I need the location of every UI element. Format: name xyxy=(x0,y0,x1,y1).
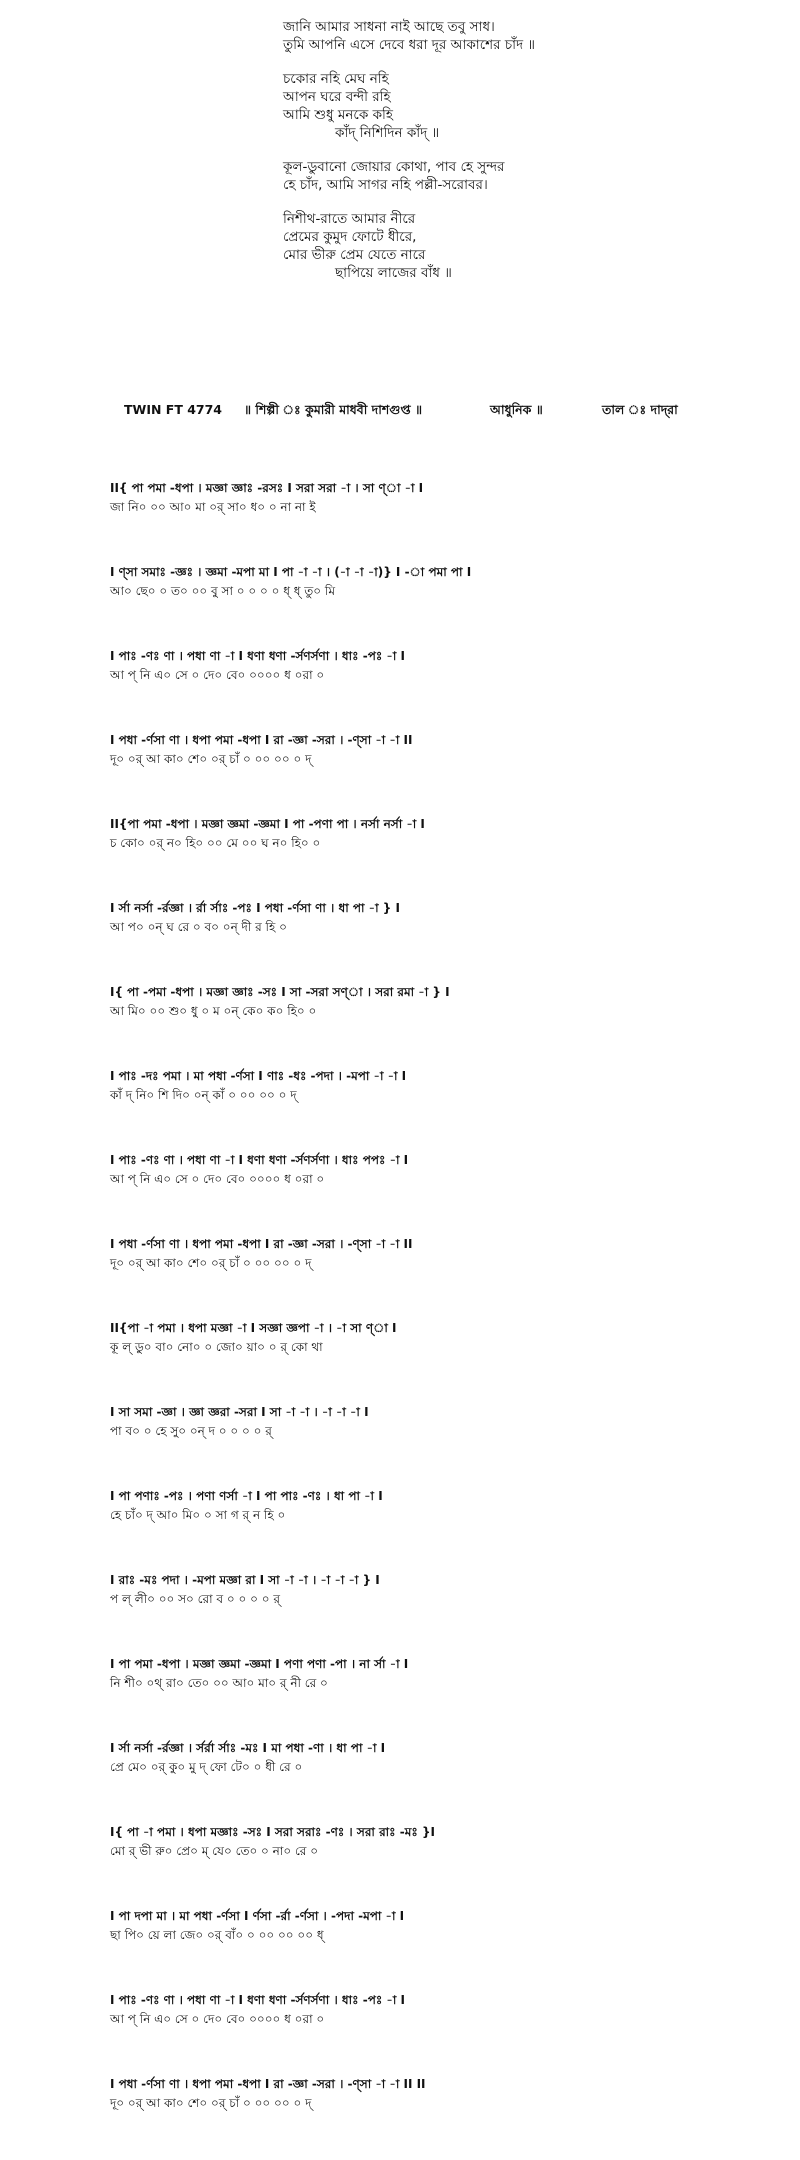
notation-row xyxy=(110,984,700,1068)
lyric-syllables-line: মো র্ ভী রু০ প্রে০ ম্ যে০ তে০ ০ না০ রে ০ xyxy=(110,1844,319,1858)
swara-line: I পাঃ -ণঃ ণা । পধা ণা -া I ধণা ধণা -র্সণর্সণা । ধাঃ পপঃ -া I xyxy=(110,1153,409,1167)
notation-row xyxy=(110,1824,700,1908)
notation-row xyxy=(110,1488,700,1572)
lyric-line: চকোর নহি মেঘ নহি xyxy=(283,71,389,87)
notation-row xyxy=(110,732,700,816)
swara-line: I পধা -র্ণসা ণা । ধপা পমা -ধপা I রা -জ্ঞা -সরা । -ণ্‌সা -া -া II xyxy=(110,1237,413,1251)
notation-row xyxy=(110,1236,700,1320)
lyric-line: ছাপিয়ে লাজের বাঁধ ॥ xyxy=(335,265,452,281)
swara-line: I র্সা নর্সা -র্রজ্ঞা । র্রা র্সাঃ -পঃ I পধা -র্ণসা ণা । ধা পা -া } I xyxy=(110,901,400,915)
lyric-line: মোর ভীরু প্রেম যেতে নারে xyxy=(283,247,426,263)
notation-row xyxy=(110,1740,700,1824)
notation-row xyxy=(110,900,700,984)
swara-line: I{ পা -া পমা । ধপা মজ্ঞাঃ -সঃ I সরা সরাঃ -ণঃ । সরা রাঃ -মঃ }I xyxy=(110,1825,435,1839)
lyric-syllables-line: প্রে মে০ ০র্ কু০ মু দ্ ফো টে০ ০ ধী রে ০ xyxy=(110,1760,303,1774)
lyric-line: আপন ঘরে বন্দী রহি xyxy=(283,89,391,105)
swara-line: I পাঃ -ণঃ ণা । পধা ণা -া I ধণা ধণা -র্সণর্সণা । ধাঃ -পঃ -া I xyxy=(110,649,405,663)
lyric-syllables-line: ছা পি০ য়ে লা জে০ ০র্ বাঁ০ ০ ০০ ০০ ০০ ধ্ xyxy=(110,1928,324,1942)
stanza-gap xyxy=(283,142,703,158)
lyric-line: প্রেমের কুমুদ ফোটে ধীরে, xyxy=(283,229,417,245)
notation-row xyxy=(110,1992,700,2076)
swara-line: I পা পমা -ধপা । মজ্ঞা জ্ঞমা -জ্ঞমা I পণা পণা -পা । না র্সা -া I xyxy=(110,1657,409,1671)
lyric-syllables-line: দূ০ ০র্ আ কা০ শে০ ০র্ চাঁ ০ ০০ ০০ ০ দ্ xyxy=(110,2096,312,2110)
tala-name: তাল ঃ দাদ্‌রা xyxy=(602,402,678,417)
notation-score xyxy=(110,480,700,2160)
notation-row xyxy=(110,1656,700,1740)
swara-line: II{পা পমা -ধপা । মজ্ঞা জ্ঞমা -জ্ঞমা I পা -পণা পা । নর্সা নর্সা -া I xyxy=(110,817,425,831)
record-info xyxy=(124,402,744,422)
artist-name: ॥ শিল্পী ঃ কুমারী মাধবী দাশগুপ্ত ॥ xyxy=(244,402,423,417)
notation-row xyxy=(110,648,700,732)
notation-row xyxy=(110,2076,700,2160)
notation-row xyxy=(110,1404,700,1488)
lyric-syllables-line: জা নি০ ০০ আ০ মা ০র্ সা০ ধ০ ০ না না ই xyxy=(110,500,316,514)
lyric-syllables-line: আ প০ ০ন্ ঘ রে ০ ব০ ০ন্ দী র হি ০ xyxy=(110,920,287,934)
lyric-line: কূল-ডুবানো জোয়ার কোথা, পাব হে সুন্দর xyxy=(283,159,505,175)
swara-line: I পা দপা মা । মা পধা -র্ণসা I র্ণসা -র্রা -র্ণসা । -পদা -মপা -া I xyxy=(110,1909,405,1923)
lyric-syllables-line: আ প্ নি এ০ সে ০ দে০ বে০ ০০০০ ধ ০রা ০ xyxy=(110,668,325,682)
notation-row xyxy=(110,1320,700,1404)
swara-line: I পধা -র্ণসা ণা । ধপা পমা -ধপা I রা -জ্ঞা -সরা । -ণ্‌সা -া -া II xyxy=(110,733,413,747)
lyric-syllables-line: প ল্ লী০ ০০ স০ রো ব ০ ০ ০ ০ র্ xyxy=(110,1592,280,1606)
notation-row xyxy=(110,1068,700,1152)
swara-line: I{ পা -পমা -ধপা । মজ্ঞা জ্ঞাঃ -সঃ I সা -সরা সণ্‌া । সরা রমা -া } I xyxy=(110,985,450,999)
lyric-line: হে চাঁদ, আমি সাগর নহি পল্লী-সরোবর। xyxy=(283,177,488,193)
notation-row xyxy=(110,1908,700,1992)
record-number: TWIN FT 4774 xyxy=(124,402,222,417)
notation-row xyxy=(110,564,700,648)
lyric-syllables-line: আ প্ নি এ০ সে ০ দে০ বে০ ০০০০ ধ ০রা ০ xyxy=(110,1172,325,1186)
lyric-syllables-line: দূ০ ০র্ আ কা০ শে০ ০র্ চাঁ ০ ০০ ০০ ০ দ্ xyxy=(110,752,312,766)
lyric-line: নিশীথ-রাতে আমার নীরে xyxy=(283,211,416,227)
lyric-syllables-line: কূ ল্ ডু০ বা০ নো০ ০ জো০ য়া০ ০ র্ কো থা xyxy=(110,1340,323,1354)
notation-row xyxy=(110,480,700,564)
swara-line: I পাঃ -দঃ পমা । মা পধা -র্ণসা I ণাঃ -ধঃ -পদা । -মপা -া -া I xyxy=(110,1069,407,1083)
lyric-syllables-line: পা ব০ ০ হে সু০ ০ন্ দ ০ ০ ০ ০ র্ xyxy=(110,1424,272,1438)
lyric-syllables-line: নি শী০ ০থ্ রা০ তে০ ০০ আ০ মা০ র্ নী রে ০ xyxy=(110,1676,328,1690)
lyric-line: জানি আমার সাধনা নাই আছে তবু সাধ। xyxy=(283,19,495,35)
swara-line: I রাঃ -মঃ পদা । -মপা মজ্ঞা রা I সা -া -া । -া -া -া } I xyxy=(110,1573,380,1587)
swara-line: II{পা -া পমা । ধপা মজ্ঞা -া I সজ্ঞা জ্ঞপা -া । -া সা ণ্‌া I xyxy=(110,1321,397,1335)
lyric-line: কাঁদ্ নিশিদিন কাঁদ্ ॥ xyxy=(335,125,440,141)
lyric-syllables-line: আ প্ নি এ০ সে ০ দে০ বে০ ০০০০ ধ ০রা ০ xyxy=(110,2012,325,2026)
stanza-gap xyxy=(283,54,703,70)
swara-line: I পা পণাঃ -পঃ । পণা ণর্সা -া I পা পাঃ -ণঃ । ধা পা -া I xyxy=(110,1489,383,1503)
lyric-syllables-line: কাঁ দ্ নি০ শি দি০ ০ন্ কাঁ ০ ০০ ০০ ০ দ্ xyxy=(110,1088,297,1102)
lyric-syllables-line: আ মি০ ০০ শু০ ধু ০ ম ০ন্ কে০ ক০ হি০ ০ xyxy=(110,1004,317,1018)
swara-line: I সা সমা -জ্ঞা । জ্ঞা জ্ঞরা -সরা I সা -া -া । -া -া -া I xyxy=(110,1405,369,1419)
notation-row xyxy=(110,1152,700,1236)
notation-row xyxy=(110,1572,700,1656)
notation-row xyxy=(110,816,700,900)
swara-line: I পাঃ -ণঃ ণা । পধা ণা -া I ধণা ধণা -র্সণর্সণা । ধাঃ -পঃ -া I xyxy=(110,1993,405,2007)
song-genre: আধুনিক ॥ xyxy=(490,402,543,417)
swara-line: I ণ্‌সা সমাঃ -জ্ঞঃ । জ্ঞমা -মপা মা I পা -া -া । (-া -া -া)} I -া পমা পা I xyxy=(110,565,472,579)
lyric-syllables-line: চ কো০ ০র্ ন০ হি০ ০০ মে ০০ ঘ ন০ হি০ ০ xyxy=(110,836,321,850)
swara-line: I র্সা নর্সা -র্রজ্ঞা । র্সর্রা র্সাঃ -মঃ I মা পধা -ণা । ধা পা -া I xyxy=(110,1741,386,1755)
song-lyrics xyxy=(283,18,703,282)
lyric-line: তুমি আপনি এসে দেবে ধরা দূর আকাশের চাঁদ ॥ xyxy=(283,37,536,53)
lyric-syllables-line: হে চাঁ০ দ্ আ০ মি০ ০ সা গ র্ ন হি ০ xyxy=(110,1508,286,1522)
lyric-syllables-line: আ০ ছে০ ০ ত০ ০০ বু সা ০ ০ ০ ০ ধ্ ধ্ তু০ মি xyxy=(110,584,336,598)
swara-line: I পধা -র্ণসা ণা । ধপা পমা -ধপা I রা -জ্ঞা -সরা । -ণ্‌সা -া -া II II xyxy=(110,2077,426,2091)
lyric-line: আমি শুধু মনকে কহি xyxy=(283,107,393,123)
stanza-gap xyxy=(283,194,703,210)
lyric-syllables-line: দূ০ ০র্ আ কা০ শে০ ০র্ চাঁ ০ ০০ ০০ ০ দ্ xyxy=(110,1256,312,1270)
swara-line: II{ পা পমা -ধপা । মজ্ঞা জ্ঞাঃ -রসঃ I সরা সরা -া । সা ণ্‌া -া I xyxy=(110,481,424,495)
